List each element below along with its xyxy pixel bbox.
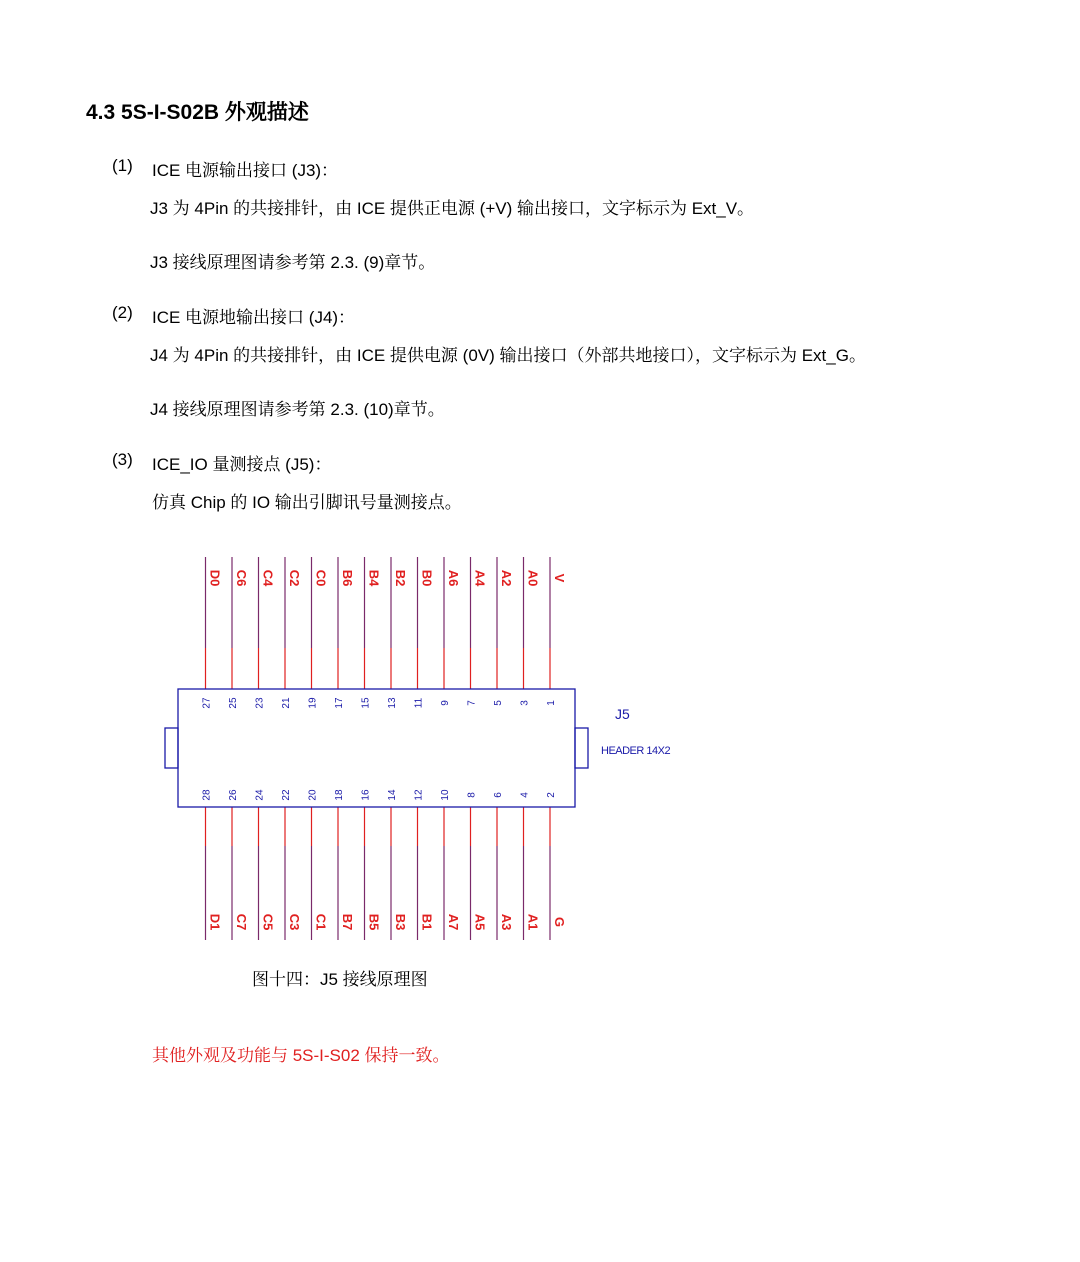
pin-number-13: 13 — [387, 697, 398, 709]
item-3-number: (3) — [112, 450, 133, 469]
net-label-c2: C2 — [287, 569, 302, 587]
net-label-a3: A3 — [499, 913, 514, 931]
pin-number-4: 4 — [519, 792, 531, 798]
item-2-description: J4 为 4Pin 的共接排针，由 ICE 提供电源 (0V) 输出接口（外部共地接口），文字标示为 Ext_G。 — [150, 346, 866, 365]
item-1-description: J3 为 4Pin 的共接排针，由 ICE 提供正电源 (+V) 输出接口，文字标示为 Ext_V。 — [150, 199, 755, 218]
item-1-reference: J3 接线原理图请参考第 2.3. (9)章节。 — [150, 253, 436, 272]
net-label-c3: C3 — [287, 913, 302, 931]
compatibility-note: 其他外观及功能与 5S-I-S02 保持一致。 — [152, 1046, 450, 1065]
net-label-b6: B6 — [340, 569, 355, 587]
pin-number-11: 11 — [413, 697, 425, 709]
pin-number-2: 2 — [546, 792, 557, 798]
net-label-b3: B3 — [393, 913, 408, 931]
item-3-title: ICE_IO 量测接点 (J5)： — [152, 455, 332, 474]
pin-number-6: 6 — [493, 792, 504, 798]
net-label-b0: B0 — [419, 569, 435, 587]
pin-number-9: 9 — [440, 700, 451, 706]
item-2-reference: J4 接线原理图请参考第 2.3. (10)章节。 — [150, 400, 445, 419]
pin-number-21: 21 — [281, 697, 292, 709]
pin-number-28: 28 — [201, 789, 213, 801]
item-1-title: ICE 电源输出接口 (J3)： — [152, 161, 339, 180]
net-label-c4: C4 — [260, 569, 276, 587]
pin-number-3: 3 — [519, 700, 531, 706]
net-label-a6: A6 — [446, 569, 461, 587]
figure-caption: 图十四：J5 接线原理图 — [252, 970, 428, 989]
pin-number-7: 7 — [466, 700, 478, 706]
pin-number-18: 18 — [334, 789, 345, 801]
net-label-c6: C6 — [234, 569, 249, 587]
net-label-c1: C1 — [313, 913, 329, 931]
net-label-a0: A0 — [525, 569, 541, 587]
pin-number-19: 19 — [307, 697, 319, 709]
pin-number-15: 15 — [360, 697, 372, 709]
pin-number-1: 1 — [546, 700, 557, 706]
net-label-b2: B2 — [393, 569, 408, 587]
net-label-c7: C7 — [234, 913, 249, 931]
pin-number-10: 10 — [440, 789, 451, 801]
net-label-c0: C0 — [313, 569, 329, 587]
net-label-v: V — [552, 573, 567, 583]
ref-designator: J5 — [615, 706, 630, 722]
pin-number-5: 5 — [493, 700, 504, 706]
net-label-d0: D0 — [207, 569, 223, 587]
header-left-tab — [165, 728, 178, 768]
net-label-b1: B1 — [419, 913, 435, 931]
header-right-tab — [575, 728, 588, 768]
net-label-a7: A7 — [446, 913, 461, 931]
item-2-title: ICE 电源地输出接口 (J4)： — [152, 308, 356, 327]
pin-number-8: 8 — [466, 792, 478, 798]
pin-number-23: 23 — [254, 697, 266, 709]
net-label-a1: A1 — [525, 913, 541, 931]
net-label-a2: A2 — [499, 569, 514, 587]
pin-number-26: 26 — [228, 789, 239, 801]
net-label-g: G — [552, 916, 567, 928]
pin-number-17: 17 — [334, 697, 345, 709]
net-label-a4: A4 — [472, 569, 488, 587]
pin-number-20: 20 — [307, 789, 319, 801]
pin-number-25: 25 — [228, 697, 239, 709]
item-3-description: 仿真 Chip 的 IO 输出引脚讯号量测接点。 — [152, 493, 462, 512]
part-value: HEADER 14X2 — [601, 745, 671, 757]
net-label-b4: B4 — [366, 569, 382, 587]
net-label-d1: D1 — [207, 913, 223, 931]
pin-number-27: 27 — [201, 697, 213, 709]
item-2-number: (2) — [112, 303, 133, 322]
pin-number-24: 24 — [254, 789, 266, 801]
pin-number-14: 14 — [387, 789, 398, 801]
item-1-number: (1) — [112, 156, 133, 175]
section-heading: 4.3 5S-I-S02B 外观描述 — [86, 101, 309, 124]
pin-number-22: 22 — [281, 789, 292, 801]
net-label-b5: B5 — [366, 913, 382, 931]
net-label-a5: A5 — [472, 913, 488, 931]
net-label-c5: C5 — [260, 913, 276, 931]
pin-number-16: 16 — [360, 789, 372, 801]
net-label-b7: B7 — [340, 913, 355, 931]
pin-number-12: 12 — [413, 789, 425, 801]
